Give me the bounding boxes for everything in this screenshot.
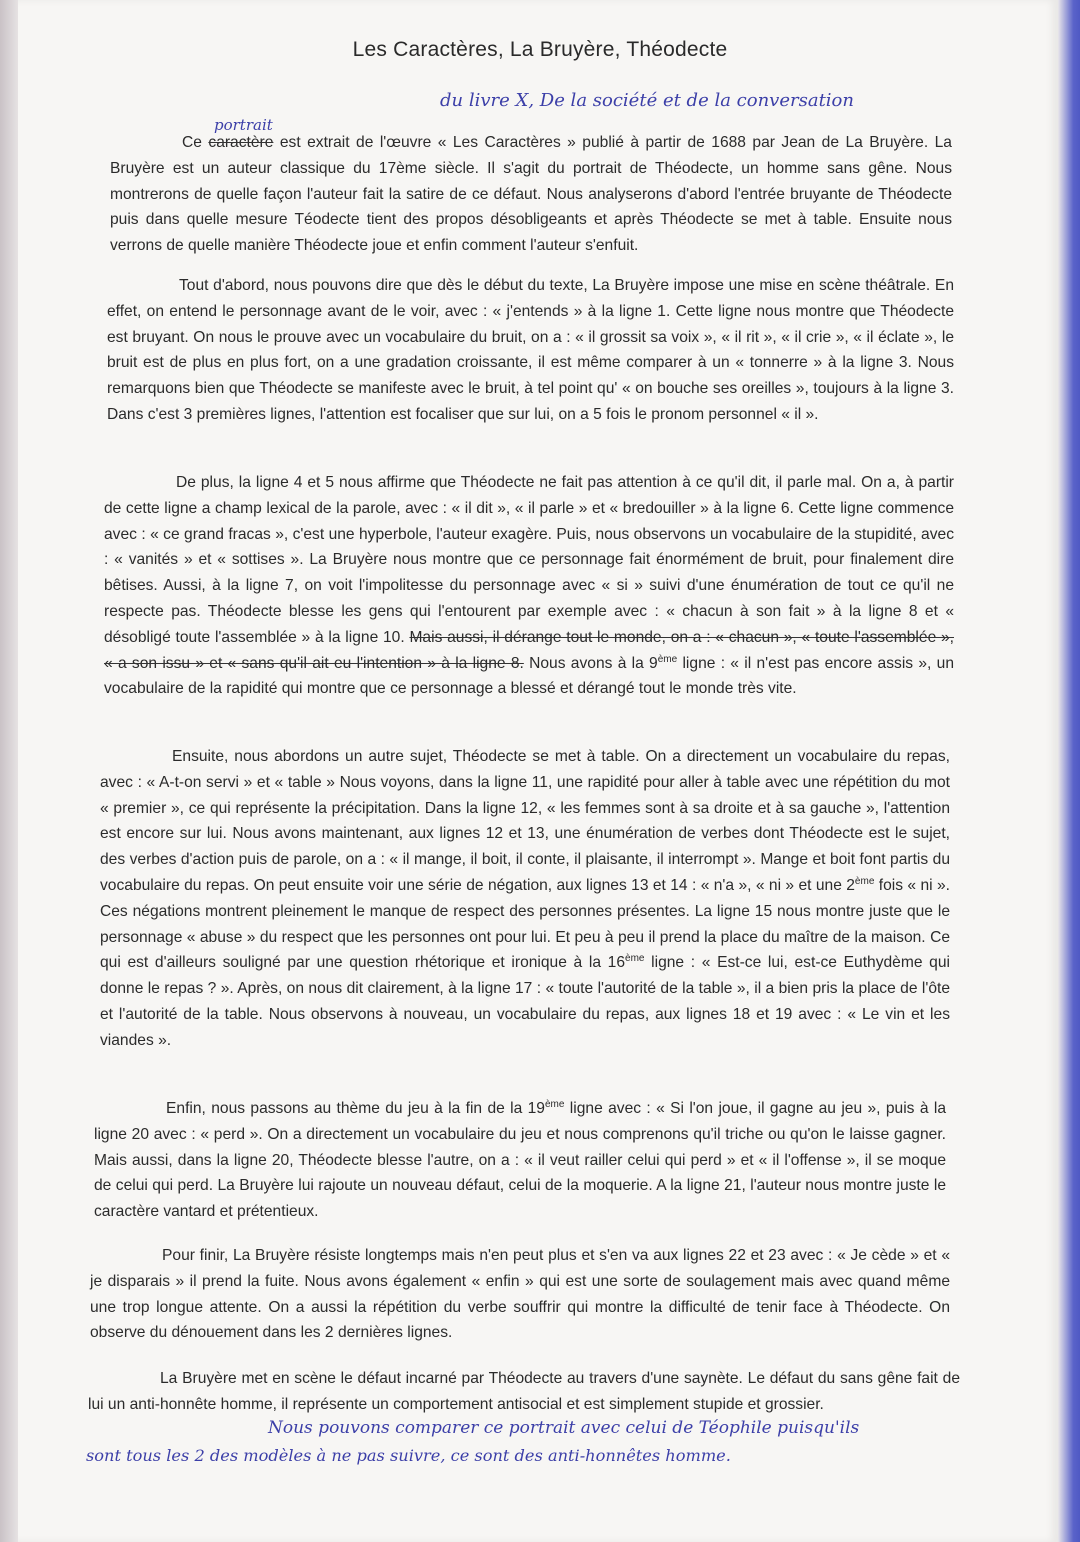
p4-sup1: ème: [854, 875, 875, 887]
intro-text: est extrait de l'œuvre « Les Caractères » publié à partir de 1688 par Jean de La Bruyère. La Bruyère est un auteur classique du 17ème siècle. Il s'agit du portrait de Théodecte, un homme sans gêne. Nous montrerons de quelle façon l'auteur fait la satire de ce défaut. Nous analyserons d'abord l'entrée bruyante de Théodecte puis dans quelle mesure Téodecte tient des propos désobligeants et après Théodecte se met à table. Ensuite nous verrons de quelle manière Théodecte joue et enfin comment l'auteur s'enfuit.: [110, 134, 952, 255]
p5-sup: ème: [544, 1098, 565, 1110]
paragraph-intro: [110, 130, 952, 259]
paragraph-5: [94, 1096, 946, 1225]
paragraph-4: [100, 744, 950, 1054]
p4-sup2: ème: [625, 953, 645, 965]
p3-main: De plus, la ligne 4 et 5 nous affirme que Théodecte ne fait pas attention à ce qu'il dit, il parle mal. On a, à partir de cette ligne a champ lexical de la parole, avec : « il dit », « il parle » et « bredouiller » à la ligne 6. Cette ligne commence avec : « ce grand fracas », c'est une hyperbole, l'auteur exagère. Puis, nous observons un vocabulaire de la stupidité, avec : « vanités » et « sottises ». La Bruyère nous montre que ce personnage fait énormément de bruit, pour finalement dire bêtises. Aussi, à la ligne 7, on voit l'impolitesse du personnage avec « si » suivi d'une énumération de tout ce qu'il ne respecte pas. Théodecte blesse les gens qui l'entourent par exemple avec : « chacun à son fait » à la ligne 8 et « désobligé toute l'assemblée » à la ligne 10.: [104, 474, 954, 646]
p3-tail-a: Nous avons à la 9: [523, 654, 658, 672]
handwritten-note-ending-2: sont tous les 2 des modèles à ne pas suivre, ce sont des anti-honnêtes homme.: [86, 1446, 731, 1465]
scan-right-edge: [1058, 0, 1080, 1542]
handwritten-note-ending-1: Nous pouvons comparer ce portrait avec celui de Téophile puisqu'ils: [268, 1418, 860, 1438]
p5-b: ligne avec : « Si l'on joue, il gagne au jeu », puis à la ligne 20 avec : « perd ». On a directement un vocabulaire du jeu et nous comprenons qu'il triche ou qu'on le laisse gagner. Mais aussi, dans la ligne 20, Théodecte blesse l'autre, on a : « il veut railler celui qui perd » et « il l'offense », il se moque de celui qui perd. La Bruyère lui rajoute un nouveau défaut, celui de la moquerie. A la ligne 21, l'auteur nous montre juste le caractère vantard et prétentieux.: [94, 1100, 946, 1221]
crossed-out-word: caractère: [208, 134, 274, 151]
handwritten-note-portrait: portrait: [214, 116, 273, 134]
p4-c: ligne : « Est-ce lui, est-ce Euthydème qui donne le repas ? ». Après, on nous dit clairement, à la ligne 17 : « toute l'autorité de la table », il a bien pris la place de l'ôte et l'autorité de la table. Nous observons à nouveau, un vocabulaire du repas, aux lignes 18 et 19 avec : « Le vin et les viandes ».: [100, 954, 950, 1049]
page-title: Les Caractères, La Bruyère, Théodecte: [352, 38, 728, 61]
p5-a: Enfin, nous passons au thème du jeu à la fin de la 19: [166, 1100, 545, 1117]
paragraph-2: Tout d'abord, nous pouvons dire que dès le début du texte, La Bruyère impose une mise en scène théâtrale. En effet, on entend le personnage avant de le voir, avec : « j'entends » à la ligne 1. Cette ligne nous montre que Théodecte est bruyant. On nous le prouve avec un vocabulaire du bruit, on a : « il grossit sa voix », « il rit », « il crie », « il éclate », le bruit est de plus en plus fort, on a une gradation croissante, il est même comparer à un « tonnerre » à la ligne 3. Nous remarquons bien que Théodecte se manifeste avec le bruit, à tel point qu' « on bouche ses oreilles », toujours à la ligne 3. Dans c'est 3 premières lignes, l'attention est focaliser que sur lui, on a 5 fois le pronom personnel « il ».: [107, 277, 954, 423]
p4-b: fois « ni ». Ces négations montrent pleinement le manque de respect des personnes présentes. La ligne 15 nous montre juste que le personnage « abuse » du respect que les personnes ont pour lui. Et peu à peu il prend la place du maître de la maison. Ce qui est d'ailleurs souligné par une question rhétorique et ironique à la 16: [100, 876, 950, 972]
p3-tail-b: ligne : « il n'est pas encore assis », un vocabulaire de la rapidité qui montre que ce personnage a blessé et dérangé tout le monde très vite.: [104, 654, 954, 698]
intro-lead: Ce: [182, 134, 209, 151]
crossed-out-sentence: Mais aussi, il dérange tout le monde, on a : « chacun », « toute l'assemblée », « a son issu » et « sans qu'il ait eu l'intention » à la ligne 8.: [104, 628, 954, 672]
p4-a: Ensuite, nous abordons un autre sujet, Théodecte se met à table. On a directement un vocabulaire du repas, avec : « A-t-on servi » et « table » Nous voyons, dans la ligne 11, une rapidité pour aller à table avec une répétition du mot « premier », ce qui représente la précipitation. Dans la ligne 12, « les femmes sont à sa droite et à sa gauche », l'attention est encore sur lui. Nous avons maintenant, aux lignes 12 et 13, une énumération de verbes dont Théodecte est le sujet, des verbes d'action puis de parole, on a : « il mange, il boit, il conte, il plaisante, il interrompt ». Mange et boit font partis du vocabulaire du repas. On peut ensuite voir une série de négation, aux lignes 13 et 14 : « n'a », « ni » et une 2: [100, 748, 950, 894]
paragraph-3: [104, 470, 954, 702]
paragraph-6: Pour finir, La Bruyère résiste longtemps mais n'en peut plus et s'en va aux lignes 22 et 23 avec : « Je cède » et « je disparais » il prend la fuite. Nous avons également « enfin » qui est une sorte de soulagement mais avec quand même une trop longue attente. On a aussi la répétition du verbe souffrir qui montre la difficulté de tenir face à Théodecte. On observe du dénouement dans les 2 dernières lignes.: [90, 1247, 950, 1342]
handwritten-note-top: du livre X, De la société et de la conversation: [440, 90, 854, 111]
paragraph-conclusion: La Bruyère met en scène le défaut incarné par Théodecte au travers d'une saynète. Le défaut du sans gêne fait de lui un anti-honnête homme, il représente un comportement antisocial et est simplement stupide et grossier.: [88, 1370, 960, 1413]
scan-left-edge: [0, 0, 18, 1542]
p3-sup: ème: [657, 653, 678, 665]
